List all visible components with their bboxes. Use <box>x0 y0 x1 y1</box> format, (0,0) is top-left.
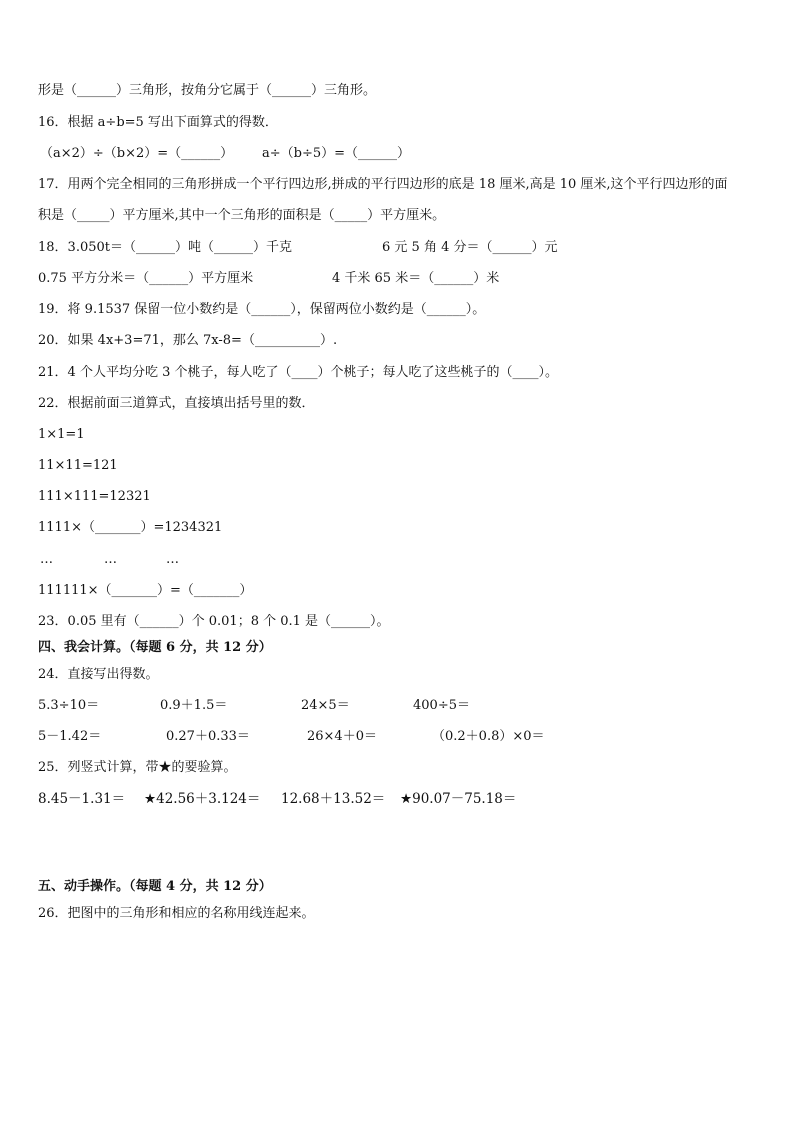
q22-row-4: 1111×（_______）=1234321 <box>38 520 223 535</box>
q25-item-c: 12.68＋13.52＝ <box>281 791 386 807</box>
q17-text-line1: 17．用两个完全相同的三角形拼成一个平行四边形,拼成的平行四边形的底是 18 厘米,高是 10 厘米,这个平行四边形的面 <box>38 177 728 192</box>
q24-item-f: 0.27＋0.33＝ <box>166 729 250 744</box>
q18-item-d: 4 千米 65 米＝（______）米 <box>332 271 500 286</box>
q17-text-line2: 积是（_____）平方厘米,其中一个三角形的面积是（_____）平方厘米。 <box>38 208 446 223</box>
q22-row-1: 1×1=1 <box>38 427 85 442</box>
q22-row-3: 111×111=12321 <box>38 489 151 504</box>
q19-text: 19．将 9.1537 保留一位小数约是（______），保留两位小数约是（______）。 <box>38 302 486 317</box>
q15-continuation: 形是（______）三角形，按角分它属于（______）三角形。 <box>38 83 377 98</box>
q22-row-6: 111111×（_______）=（_______） <box>38 583 253 598</box>
q20-text: 20．如果 4x+3=71，那么 7x-8=（__________）. <box>38 333 338 348</box>
q18-item-a: 18．3.050t＝（______）吨（______）千克 <box>38 240 292 255</box>
q24-item-h: （0.2＋0.8）×0＝ <box>432 729 545 744</box>
q18-item-c: 0.75 平方分米＝（______）平方厘米 <box>38 271 254 286</box>
q25-item-d: ★90.07－75.18＝ <box>400 791 517 807</box>
q24-text: 24．直接写出得数。 <box>38 667 159 682</box>
q24-item-c: 24×5＝ <box>301 698 350 713</box>
q16-expr-b: a÷（b÷5）=（______） <box>262 146 411 161</box>
q22-text: 22．根据前面三道算式，直接填出括号里的数． <box>38 396 315 411</box>
section-4-heading: 四、我会计算。（每题 6 分，共 12 分） <box>38 640 272 655</box>
q24-item-d: 400÷5＝ <box>413 698 470 713</box>
q25-text: 25．列竖式计算，带★的要验算。 <box>38 760 237 775</box>
q25-item-b: ★42.56＋3.124＝ <box>144 791 261 807</box>
q18-item-b: 6 元 5 角 4 分＝（______）元 <box>382 240 558 255</box>
q24-item-e: 5－1.42＝ <box>38 729 102 744</box>
q22-ellipsis-3: … <box>166 552 179 567</box>
q22-ellipsis-1: … <box>40 552 53 567</box>
q24-item-a: 5.3÷10＝ <box>38 698 100 713</box>
q24-item-g: 26×4＋0＝ <box>307 729 377 744</box>
q16-expr-a: （a×2）÷（b×2）=（______） <box>40 146 234 161</box>
q25-item-a: 8.45－1.31＝ <box>38 791 126 807</box>
q16-text: 16．根据 a÷b=5 写出下面算式的得数． <box>38 115 278 130</box>
q22-row-2: 11×11=121 <box>38 458 118 473</box>
q23-text: 23．0.05 里有（______）个 0.01；8 个 0.1 是（______）。 <box>38 614 390 629</box>
q24-item-b: 0.9＋1.5＝ <box>160 698 228 713</box>
section-5-heading: 五、动手操作。（每题 4 分，共 12 分） <box>38 879 272 894</box>
q22-ellipsis-2: … <box>104 552 117 567</box>
q26-text: 26．把图中的三角形和相应的名称用线连起来。 <box>38 906 315 921</box>
q21-text: 21．4 个人平均分吃 3 个桃子，每人吃了（____）个桃子；每人吃了这些桃子的（____）。 <box>38 365 558 380</box>
